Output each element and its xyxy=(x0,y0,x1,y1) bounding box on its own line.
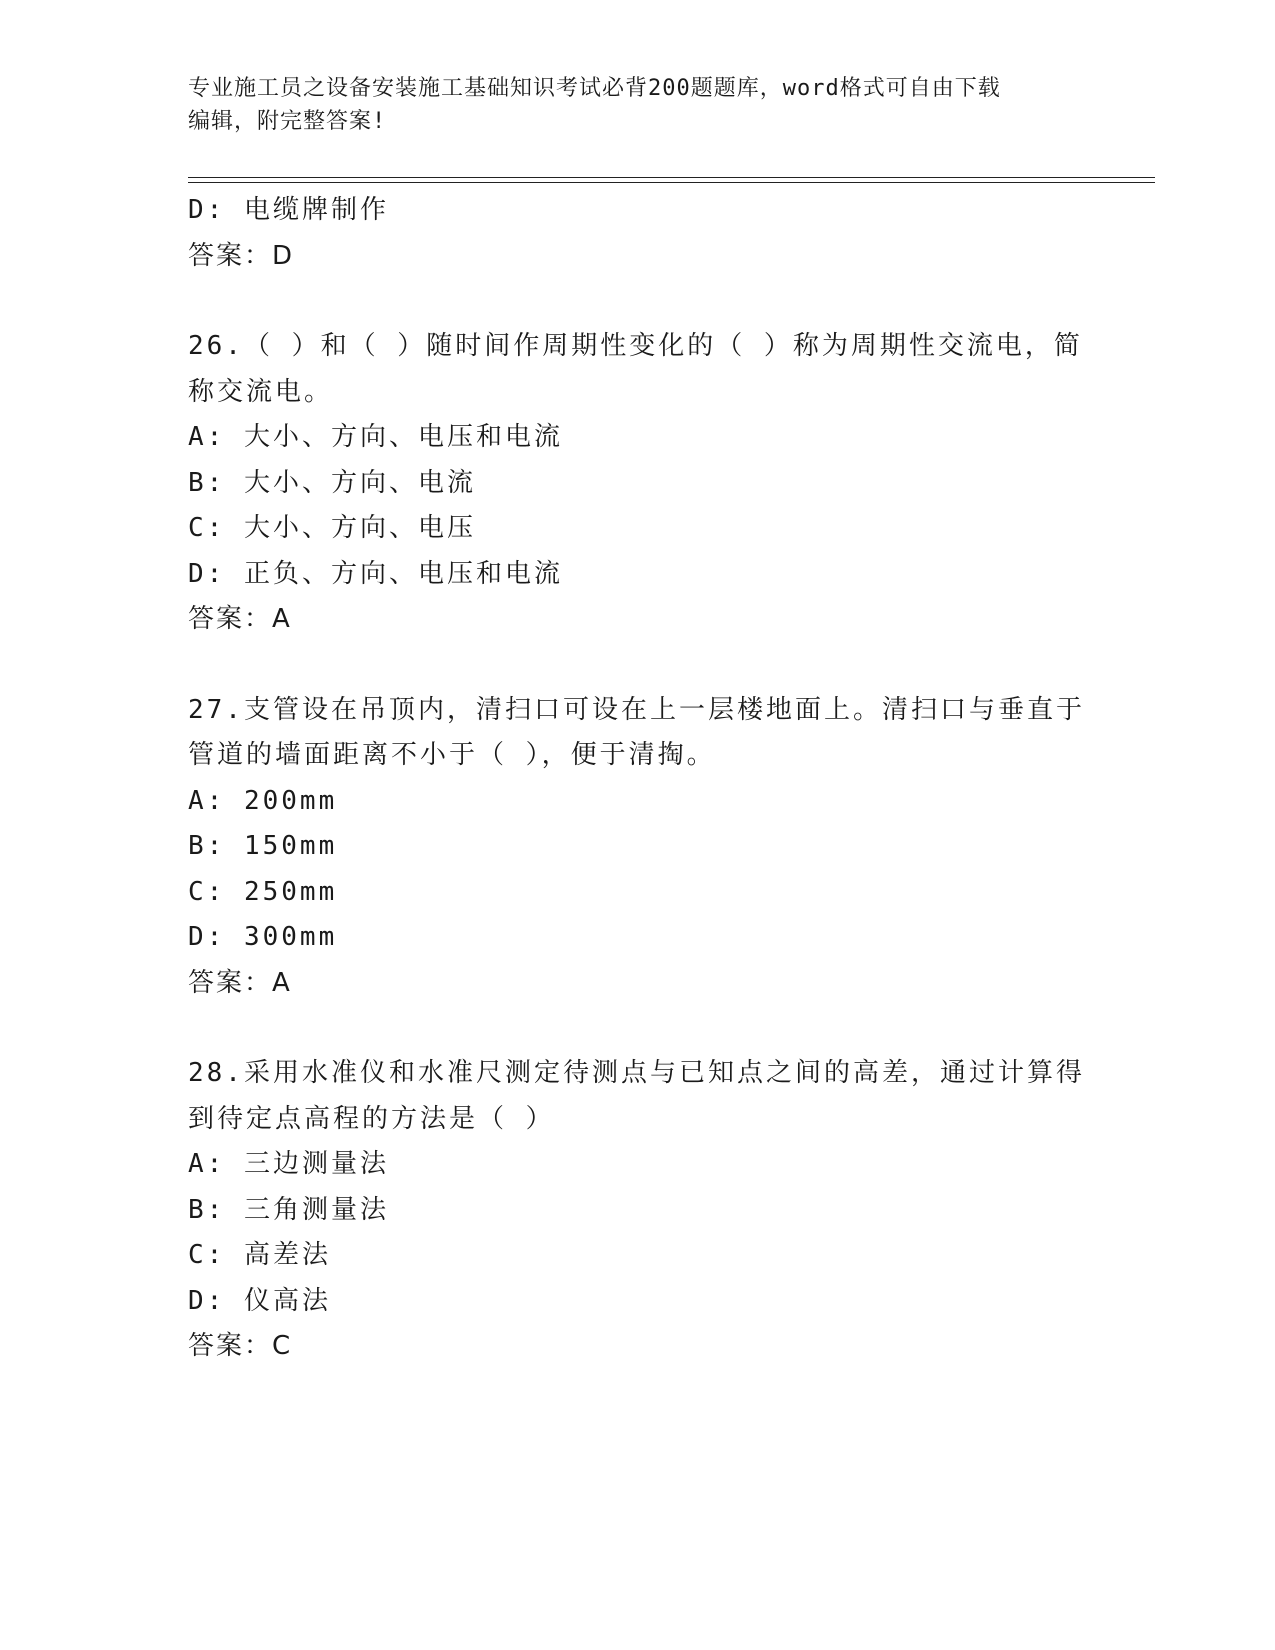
option-a: A: 200mm xyxy=(188,785,338,816)
question-27 xyxy=(188,688,1088,1007)
option-d: D: 正负、方向、电压和电流 xyxy=(188,558,563,589)
prev-answer: 答案：D xyxy=(188,240,295,271)
header-line-2: 编辑，附完整答案! xyxy=(188,109,387,134)
option-d: D: 仪高法 xyxy=(188,1285,331,1316)
answer: 答案：A xyxy=(188,604,292,634)
header-divider-bottom xyxy=(188,182,1155,183)
prev-option-d: D: 电缆牌制作 xyxy=(188,195,389,225)
option-b: B: 三角测量法 xyxy=(188,1194,389,1225)
question-text-line: 27.支管设在吊顶内，清扫口可设在上一层楼地面上。清扫口与垂直于 xyxy=(188,694,1085,725)
option-a: A: 三边测量法 xyxy=(188,1149,389,1179)
question-content xyxy=(188,188,1088,1370)
option-c: C: 250mm xyxy=(188,876,338,907)
option-a: A: 大小、方向、电压和电流 xyxy=(188,422,563,452)
spacer xyxy=(188,1006,1088,1051)
option-b: B: 大小、方向、电流 xyxy=(188,467,476,498)
spacer xyxy=(188,643,1088,688)
answer: 答案：A xyxy=(188,967,292,998)
question-text-line: 28.采用水准仪和水准尺测定待测点与已知点之间的高差，通过计算得 xyxy=(188,1058,1085,1088)
header-line-1: 专业施工员之设备安装施工基础知识考试必背200题题库，word格式可自由下载 xyxy=(188,76,1001,101)
page-header xyxy=(188,72,1088,138)
spacer xyxy=(188,279,1088,324)
question-text-line: 管道的墙面距离不小于（ ），便于清掏。 xyxy=(188,740,716,770)
question-28 xyxy=(188,1051,1088,1370)
option-c: C: 高差法 xyxy=(188,1240,331,1270)
question-text-line: 到待定点高程的方法是（ ） xyxy=(188,1103,555,1134)
answer: 答案：C xyxy=(188,1331,293,1361)
option-d: D: 300mm xyxy=(188,922,338,952)
header-divider-top xyxy=(188,177,1155,178)
question-text-line: 称交流电。 xyxy=(188,376,334,407)
question-text-line: 26.（ ）和（ ）随时间作周期性变化的（ ）称为周期性交流电，简 xyxy=(188,331,1083,361)
question-26 xyxy=(188,324,1088,643)
option-b: B: 150mm xyxy=(188,831,338,861)
option-c: C: 大小、方向、电压 xyxy=(188,513,476,543)
